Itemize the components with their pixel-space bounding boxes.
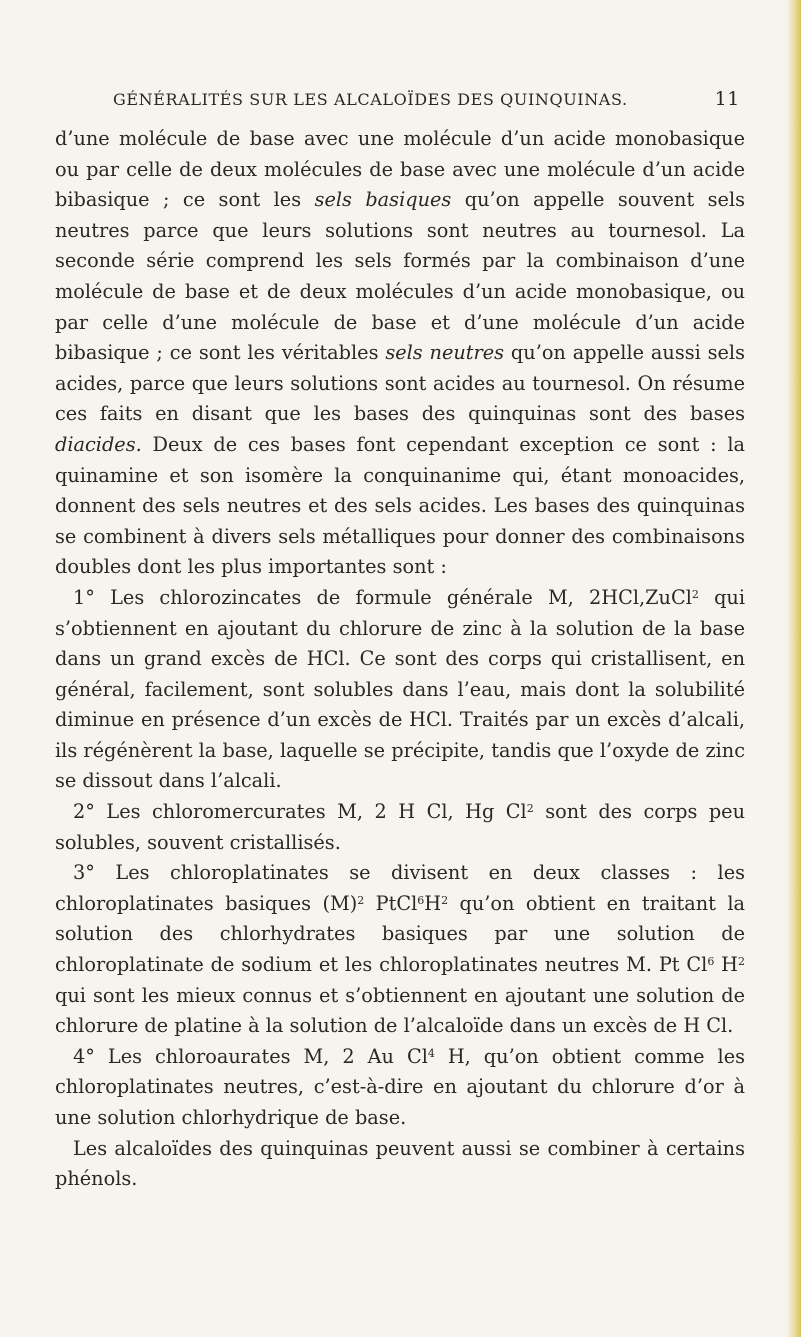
text-run: 3° Les chloroplatinates se divisent en deux classes : les chloroplatinates basiques (M) [55,861,745,915]
superscript: 2 [526,802,534,816]
superscript: 6 [707,955,715,969]
superscript: 2 [441,893,449,907]
text-run: qui sont les mieux connus et s’obtiennent en ajoutant une solution de chlorure de platine à la solution de l’alcaloïde dans un excès de H Cl. [55,983,745,1038]
text-run: Les alcaloïdes des quinquinas peuvent aussi se combiner à certains phénols. [55,1136,745,1191]
text-run: sont des corps peu solubles, souvent cristallisés. [55,800,745,854]
text-run: H, qu’on obtient comme les chloroplatinates neutres, c’est-à-dire en ajoutant du chlorure d’or à une solution chlorhydrique de base. [55,1044,745,1129]
page-number: 11 [714,88,740,110]
page-edge [787,0,801,1337]
text-run: qu’on appelle souvent sels neutres parce que leurs solutions sont neutres au tournesol. La seconde série comprend les sels formés par la combinaison d’une molécule de base et de deux molécules d’un acide monobasique, ou par celle d’une molécule de base et d’une molécule d’un acide bibasique ; ce sont les véritables [55,188,746,365]
superscript: 6 [417,893,425,907]
emphasis: diacides. [55,432,142,456]
superscript: 2 [691,587,699,601]
header-title: GÉNÉRALITÉS SUR LES ALCALOÏDES DES QUINQUINAS. [113,90,628,109]
text-run: 4° Les chloroaurates M, 2 Au Cl [73,1044,428,1068]
text-run: qu’on appelle aussi sels acides, parce que leurs solutions sont acides au tournesol. On résume ces faits en disant que les bases des quinquinas sont des bases [55,341,745,426]
text-run: qu’on obtient en traitant la solution des chlorhydrates basiques par une solution de chloroplatinate de sodium et les chloroplatinates neutres M. Pt Cl [55,891,745,977]
text-run: 1° Les chlorozincates de formule générale M, 2HCl,ZuCl [73,585,692,609]
emphasis: sels basiques [314,188,452,212]
emphasis: sels neutres [385,341,505,365]
superscript: 4 [427,1046,435,1060]
text-run: PtCl [364,891,418,915]
superscript: 2 [357,893,365,907]
text-run: H [424,891,442,915]
paragraph-salts [55,124,745,583]
running-header [95,90,740,109]
paragraph-phenols [55,1134,745,1195]
text-run: d’une molécule de base avec une molécule d’un acide monobasique ou par celle de deux molécules de base avec une molécule d’un acide bibasique ; ce sont les [55,127,745,212]
text-run: 2° Les chloromercurates M, 2 H Cl, Hg Cl [73,800,527,824]
superscript: 2 [737,955,745,969]
body-text [55,124,745,1195]
paragraph-chloromercurates [55,797,745,858]
paragraph-chloroaurates [55,1042,745,1134]
text-run: Deux de ces bases font cependant exception ce sont : la quinamine et son isomère la conquinanime qui, étant monoacides, donnent des sels neutres et des sels acides. Les bases des quinquinas se combinent à divers sels métalliques pour donner des combinaisons doubles dont les plus importantes sont : [55,432,745,579]
text-run: qui s’obtiennent en ajoutant du chlorure de zinc à la solution de la base dans un grand excès de HCl. Ce sont des corps qui cristallisent, en général, facilement, sont solubles dans l’eau, mais dont la solubilité diminue en présence d’un excès de HCl. Traités par un excès d’alcali, ils régénèrent la base, laquelle se précipite, tandis que l’oxyde de zinc se dissout dans l’alcali. [55,585,745,793]
paragraph-chloroplatinates [55,858,745,1042]
paragraph-chlorozincates [55,583,745,797]
text-run: H [714,953,738,977]
